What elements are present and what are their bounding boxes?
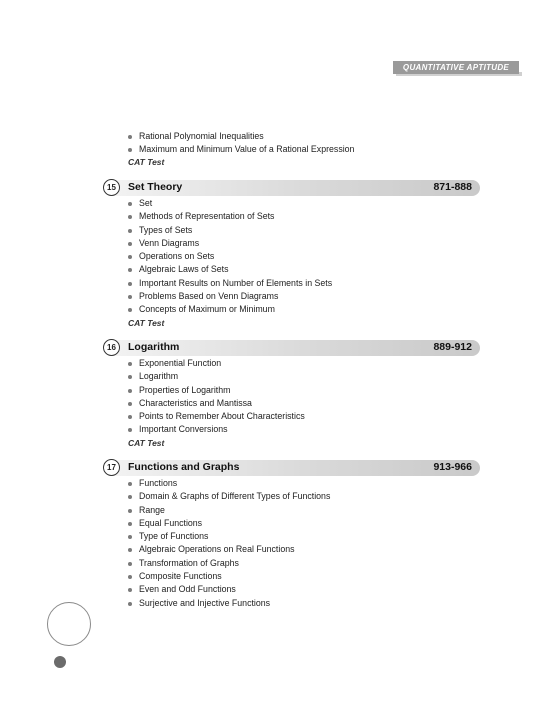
- list-item: Even and Odd Functions: [128, 583, 330, 596]
- list-item: Functions: [128, 477, 330, 490]
- list-item: Maximum and Minimum Value of a Rational Expression: [128, 143, 354, 156]
- list-item: Points to Remember About Characteristics: [128, 410, 305, 423]
- list-item: Domain & Graphs of Different Types of Functions: [128, 490, 330, 503]
- chapter-topic-list: [128, 197, 332, 317]
- chapter-page-range: 871-888: [433, 181, 472, 193]
- chapter-topic-list: [128, 357, 305, 437]
- list-item: Types of Sets: [128, 224, 332, 237]
- list-item: Concepts of Maximum or Minimum: [128, 303, 332, 316]
- list-item: Rational Polynomial Inequalities: [128, 130, 354, 143]
- list-item: Algebraic Operations on Real Functions: [128, 543, 330, 556]
- list-item: Characteristics and Mantissa: [128, 397, 305, 410]
- cat-test-label: CAT Test: [128, 318, 165, 328]
- chapter-page-range: 889-912: [433, 341, 472, 353]
- list-item: Transformation of Graphs: [128, 557, 330, 570]
- list-item: Venn Diagrams: [128, 237, 332, 250]
- cat-test-label: CAT Test: [128, 438, 165, 448]
- chapter-number-badge: 17: [103, 459, 120, 476]
- chapter-title[interactable]: Set Theory: [128, 181, 183, 193]
- list-item: Set: [128, 197, 332, 210]
- chapter-number-badge: 15: [103, 179, 120, 196]
- chapter-page-range: 913-966: [433, 461, 472, 473]
- list-item: Problems Based on Venn Diagrams: [128, 290, 332, 303]
- list-item: Properties of Logarithm: [128, 384, 305, 397]
- top-section-list: [128, 130, 354, 157]
- chapter-topic-list: [128, 477, 330, 610]
- list-item: Type of Functions: [128, 530, 330, 543]
- list-item: Operations on Sets: [128, 250, 332, 263]
- cat-test-label: CAT Test: [128, 157, 165, 167]
- list-item: Exponential Function: [128, 357, 305, 370]
- chapter-title[interactable]: Functions and Graphs: [128, 461, 240, 473]
- list-item: Important Conversions: [128, 423, 305, 436]
- list-item: Important Results on Number of Elements in Sets: [128, 277, 332, 290]
- list-item: Range: [128, 504, 330, 517]
- book-title-tab: QUANTITATIVE APTITUDE: [393, 61, 519, 74]
- list-item: Methods of Representation of Sets: [128, 210, 332, 223]
- list-item: Composite Functions: [128, 570, 330, 583]
- chapter-number-badge: 16: [103, 339, 120, 356]
- page-dot-decoration: [54, 656, 66, 668]
- page-circle-decoration: [47, 602, 91, 646]
- chapter-title[interactable]: Logarithm: [128, 341, 180, 353]
- list-item: Equal Functions: [128, 517, 330, 530]
- list-item: Logarithm: [128, 370, 305, 383]
- list-item: Algebraic Laws of Sets: [128, 263, 332, 276]
- list-item: Surjective and Injective Functions: [128, 597, 330, 610]
